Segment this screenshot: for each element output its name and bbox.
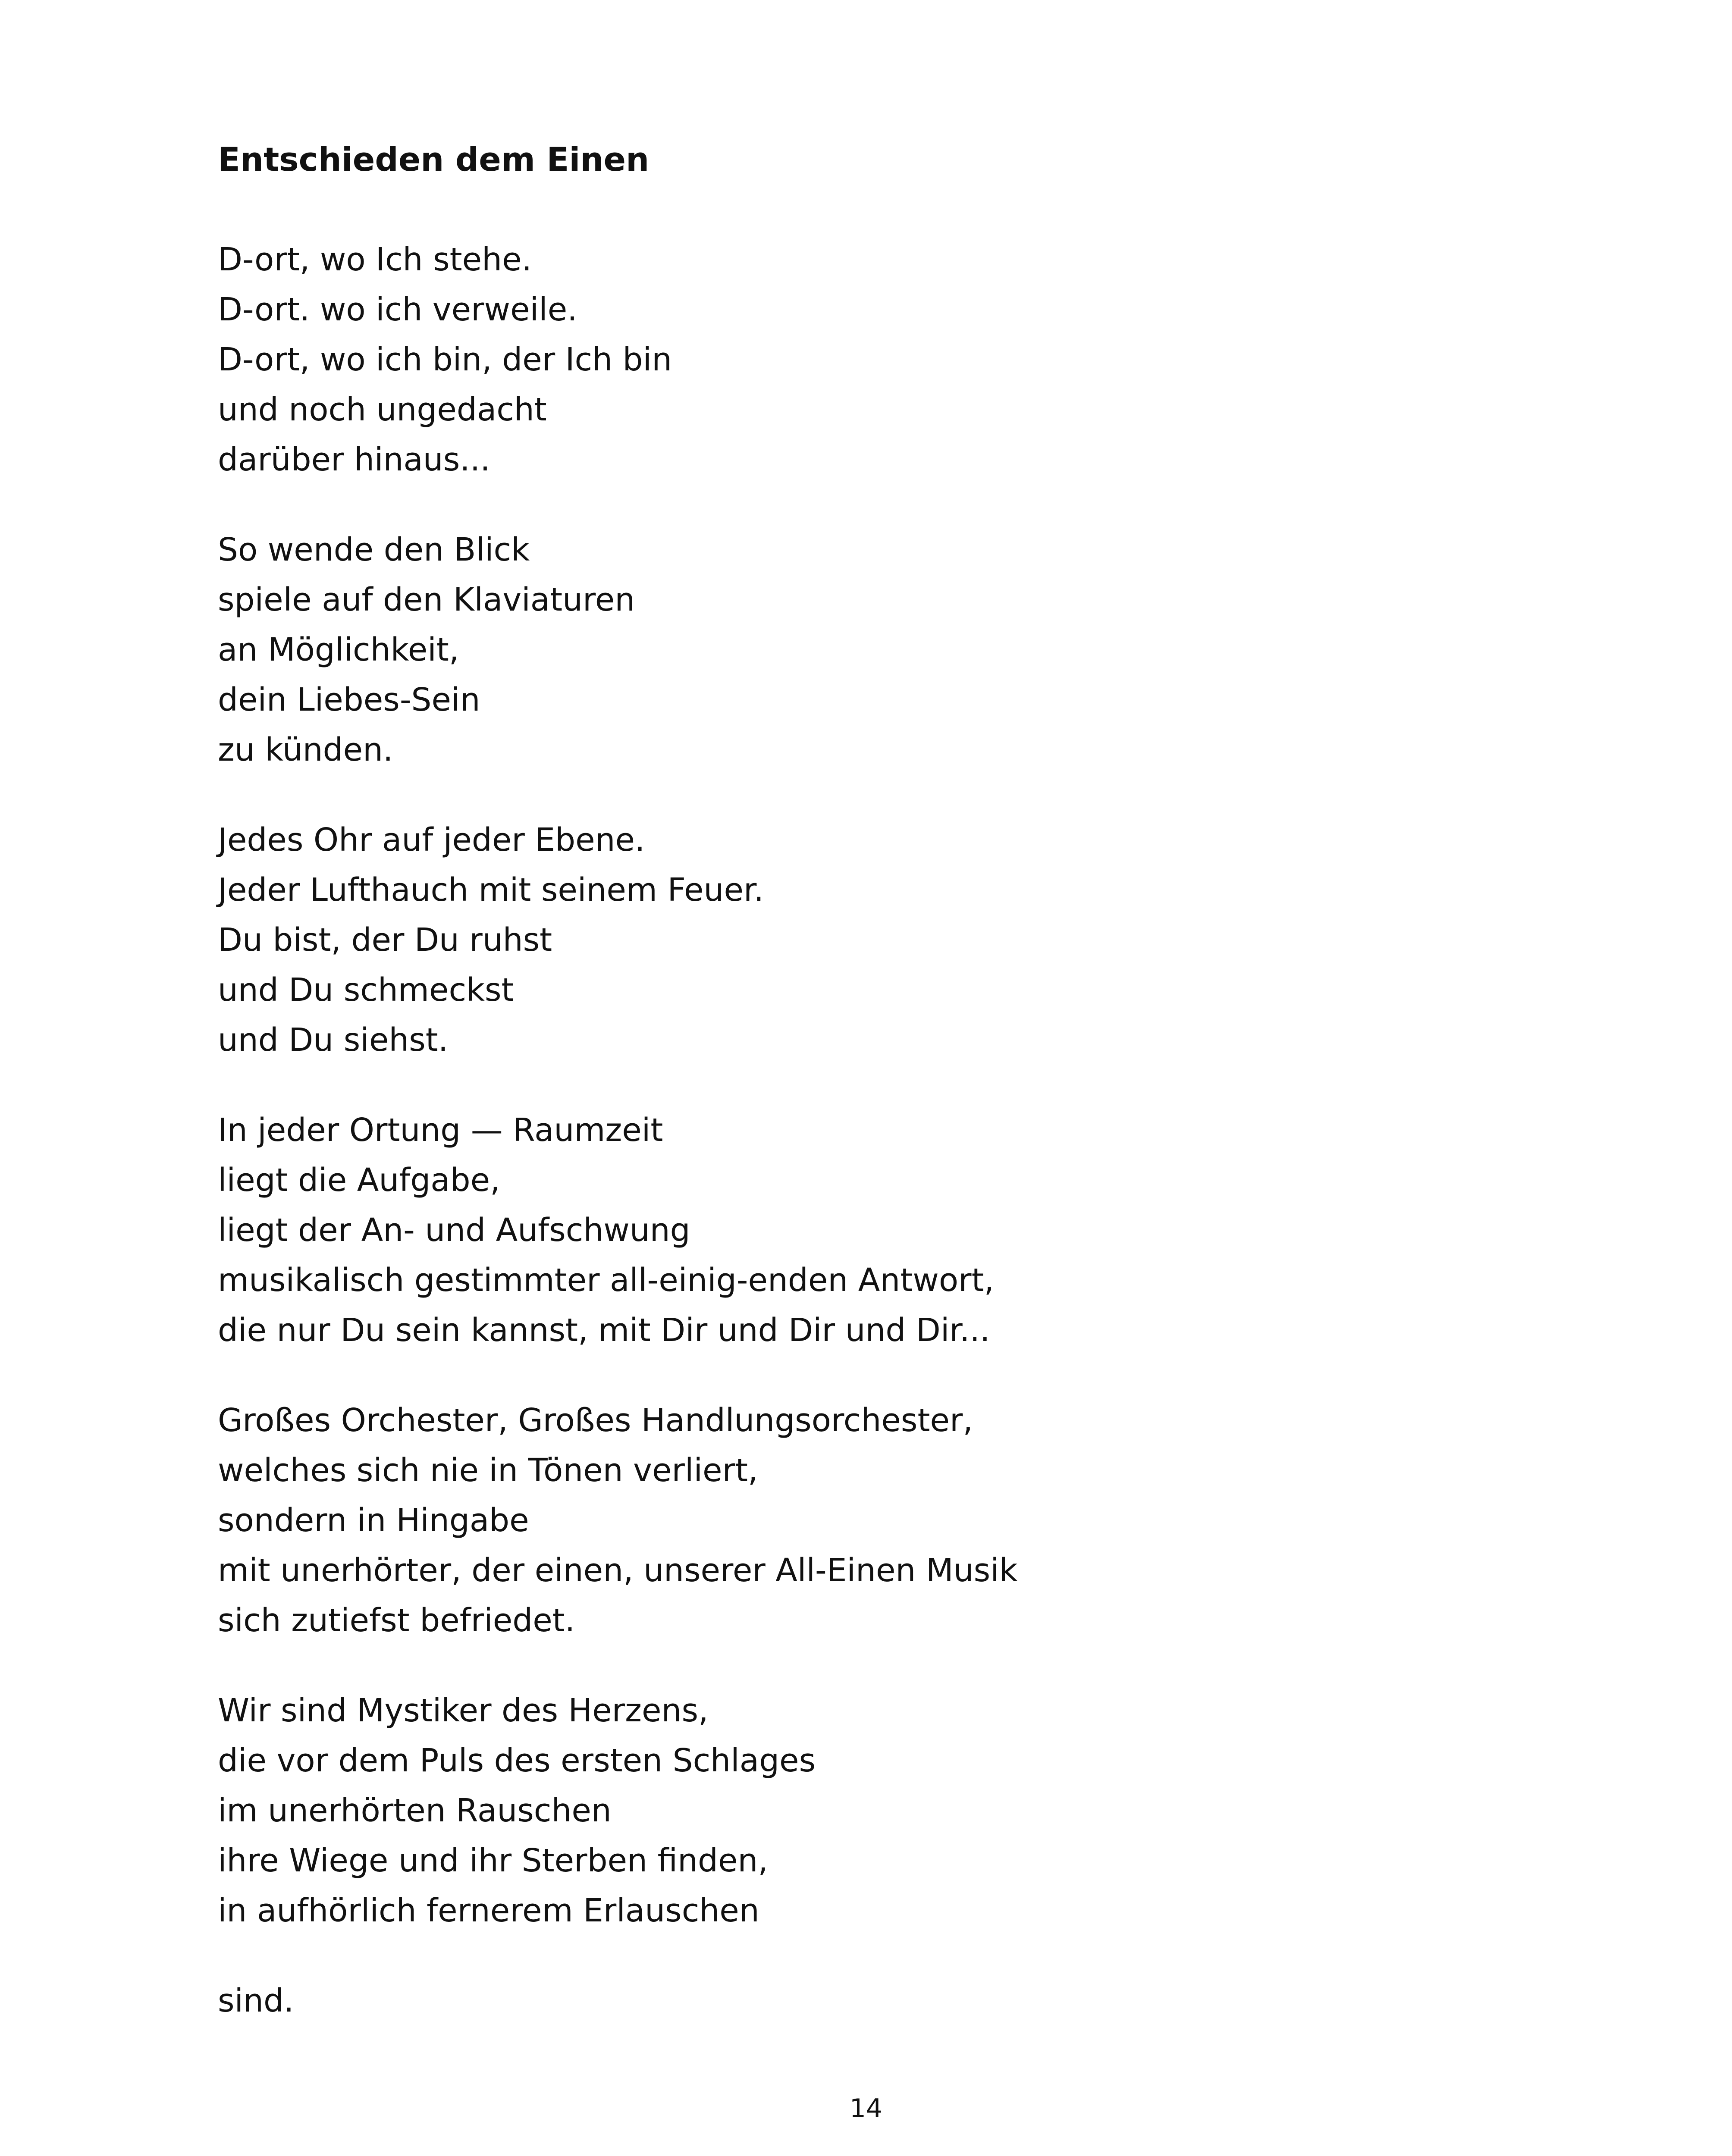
poem-line: an Möglichkeit,	[218, 631, 459, 668]
poem-line: darüber hinaus...	[218, 441, 490, 478]
poem-line: spiele auf den Klaviaturen	[218, 581, 635, 618]
poem-line: die nur Du sein kannst, mit Dir und Dir und Dir...	[218, 1312, 990, 1349]
poem-line: im unerhörten Rauschen	[218, 1792, 612, 1829]
stanza-5	[218, 1395, 1018, 1645]
poem-line: zu künden.	[218, 731, 393, 768]
poem-line: sondern in Hingabe	[218, 1502, 529, 1539]
poem-line: D-ort, wo ich bin, der Ich bin	[218, 341, 672, 378]
poem-line: welches sich nie in Tönen verliert,	[218, 1452, 758, 1489]
poem-line: D-ort, wo Ich stehe.	[218, 241, 532, 278]
poem-line: in aufhörlich fernerem Erlauschen	[218, 1892, 759, 1929]
poem-line: Du bist, der Du ruhst	[218, 921, 552, 959]
poem-line: musikalisch gestimmter all-einig-enden Antwort,	[218, 1262, 995, 1299]
stanza-6	[218, 1686, 816, 1936]
poem-line: sind.	[218, 1982, 294, 2019]
poem-line: und Du schmeckst	[218, 971, 514, 1009]
poem-line: So wende den Blick	[218, 531, 530, 568]
poem-line: mit unerhörter, der einen, unserer All-Einen Musik	[218, 1552, 1018, 1589]
poem-line: und Du siehst.	[218, 1022, 449, 1059]
poem-line: In jeder Ortung — Raumzeit	[218, 1112, 663, 1149]
poem-line: dein Liebes-Sein	[218, 681, 480, 718]
stanza-4	[218, 1105, 994, 1355]
poem-line: ihre Wiege und ihr Sterben finden,	[218, 1842, 768, 1879]
poem-line: die vor dem Puls des ersten Schlages	[218, 1742, 816, 1779]
poem-line: und noch ungedacht	[218, 391, 547, 428]
poem-line: Jedes Ohr auf jeder Ebene.	[218, 821, 645, 859]
poem-line: Großes Orchester, Großes Handlungsorchester,	[218, 1402, 973, 1439]
poem-line: sich zutiefst befriedet.	[218, 1602, 575, 1639]
stanza-3	[218, 815, 764, 1065]
stanza-1	[218, 235, 672, 485]
page-number: 14	[849, 2093, 883, 2124]
poem-line: liegt der An- und Aufschwung	[218, 1212, 690, 1249]
stanza-2	[218, 525, 635, 775]
poem-line: Jeder Lufthauch mit seinem Feuer.	[218, 871, 764, 909]
poem-line: D-ort. wo ich verweile.	[218, 291, 577, 328]
stanza-7	[218, 1976, 294, 2026]
poem-line: Wir sind Mystiker des Herzens,	[218, 1692, 709, 1729]
poem-line: liegt die Aufgabe,	[218, 1162, 500, 1199]
poem-title: Entschieden dem Einen	[218, 140, 650, 179]
